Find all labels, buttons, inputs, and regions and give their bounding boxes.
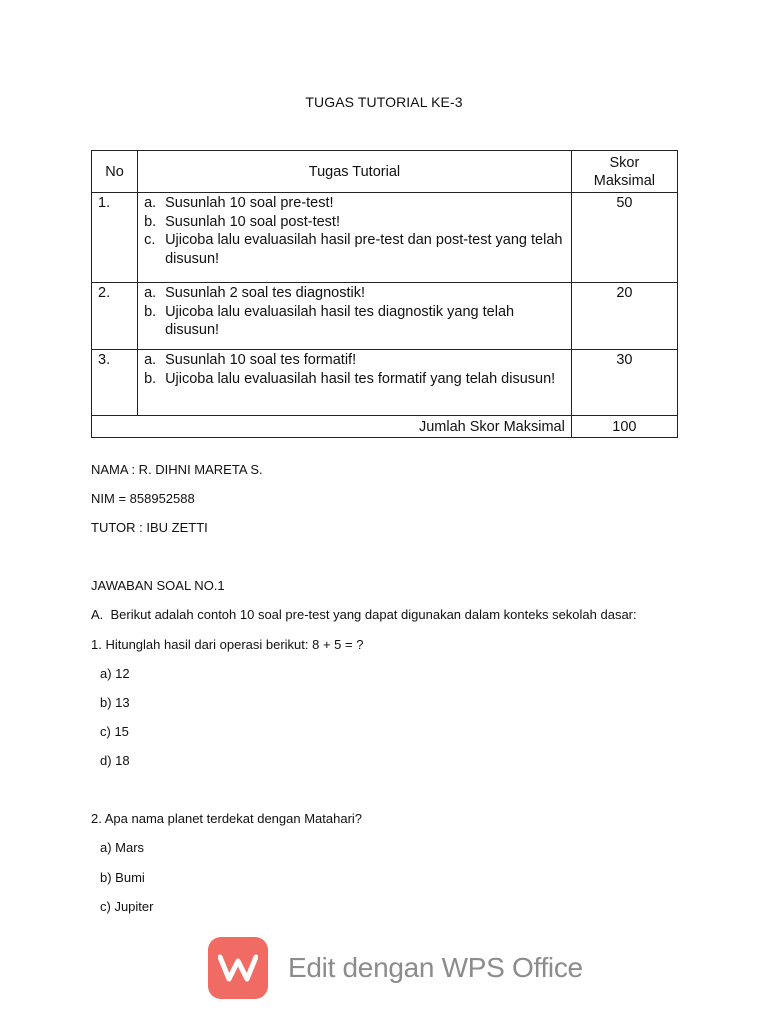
header-task: Tugas Tutorial (138, 151, 572, 193)
task-item (144, 351, 571, 370)
task-letter: a. (144, 285, 157, 301)
task-item (144, 303, 571, 340)
task-text: Susunlah 10 soal pre-test! (165, 195, 334, 211)
table-row (92, 193, 678, 283)
task-item (144, 231, 571, 268)
task-text: Susunlah 2 soal tes diagnostik! (165, 285, 365, 301)
header-no: No (92, 151, 138, 193)
table-row (92, 283, 678, 350)
row-number: 3. (92, 350, 138, 416)
wps-banner-text: Edit dengan WPS Office (288, 952, 583, 983)
option-item: b) Bumi (100, 870, 145, 885)
row-number: 1. (92, 193, 138, 283)
header-score-line2: Maksimal (593, 172, 656, 189)
score-cell: 20 (571, 283, 677, 350)
score-cell: 30 (571, 350, 677, 416)
task-item (144, 194, 571, 213)
task-table (91, 150, 678, 438)
task-text: Susunlah 10 soal post-test! (165, 213, 340, 230)
task-letter: a. (144, 352, 157, 368)
table-header-row (92, 151, 678, 193)
task-letter: c. (144, 232, 156, 248)
score-cell: 50 (571, 193, 677, 283)
total-value: 100 (571, 416, 677, 438)
task-cell (138, 283, 572, 350)
task-list (138, 193, 571, 268)
wps-w-icon (208, 937, 268, 999)
option-item: d) 18 (100, 753, 130, 768)
answer-heading: JAWABAN SOAL NO.1 (91, 578, 225, 593)
wps-edit-banner[interactable] (208, 936, 583, 1000)
task-item (144, 213, 571, 232)
task-item (144, 284, 571, 303)
task-list (138, 350, 571, 388)
task-letter: b. (144, 303, 157, 320)
tutor-name: TUTOR : IBU ZETTI (91, 520, 208, 535)
row-number: 2. (92, 283, 138, 350)
task-letter: b. (144, 213, 157, 230)
task-letter: a. (144, 195, 157, 211)
question-2: 2. Apa nama planet terdekat dengan Matahari? (91, 811, 363, 826)
option-item: c) Jupiter (100, 899, 154, 914)
task-text: Ujicoba lalu evaluasilah hasil pre-test dan post-test yang telah disusun! (165, 232, 563, 267)
option-item: a) Mars (100, 840, 145, 855)
answer-intro: A. Berikut adalah contoh 10 soal pre-test yang dapat digunakan dalam konteks sekolah dasar: (91, 607, 637, 622)
document-title: TUGAS TUTORIAL KE-3 (305, 94, 463, 110)
task-letter: b. (144, 370, 157, 387)
student-nim: NIM = 858952588 (91, 491, 195, 506)
header-score (571, 151, 677, 193)
header-score-line1: Skor (609, 154, 640, 171)
question-1: 1. Hitunglah hasil dari operasi berikut: 8 + 5 = ? (91, 637, 364, 652)
task-text: Ujicoba lalu evaluasilah hasil tes formatif yang telah disusun! (165, 370, 556, 387)
option-item: b) 13 (100, 695, 130, 710)
option-item: a) 12 (100, 666, 130, 681)
table-row (92, 350, 678, 416)
task-list (138, 283, 571, 340)
task-text: Ujicoba lalu evaluasilah hasil tes diagnostik yang telah disusun! (165, 303, 515, 338)
task-cell (138, 193, 572, 283)
total-row (92, 416, 678, 438)
task-cell (138, 350, 572, 416)
option-item: c) 15 (100, 724, 129, 739)
total-label: Jumlah Skor Maksimal (92, 416, 572, 438)
task-text: Susunlah 10 soal tes formatif! (165, 352, 357, 368)
task-item (144, 370, 571, 389)
student-name: NAMA : R. DIHNI MARETA S. (91, 462, 263, 477)
